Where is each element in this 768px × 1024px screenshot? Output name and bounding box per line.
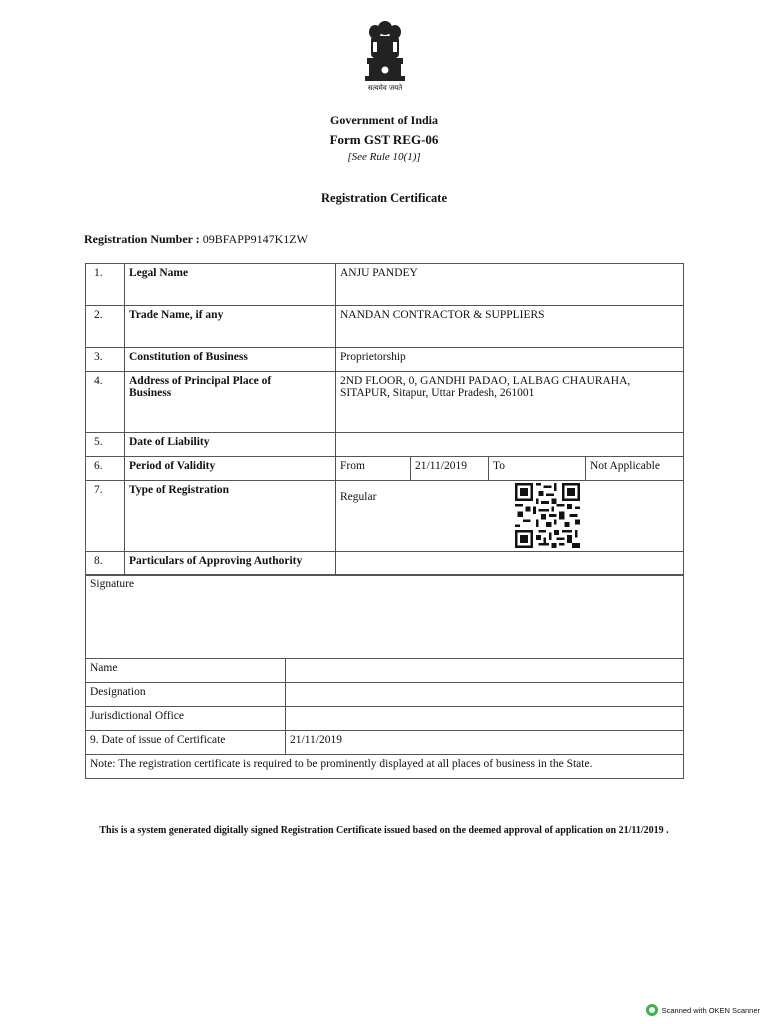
table-row xyxy=(86,755,684,779)
name-label: Name xyxy=(86,659,286,683)
table-row xyxy=(86,552,684,576)
table-row xyxy=(86,264,684,306)
address-line2: SITAPUR, Sitapur, Uttar Pradesh, 261001 xyxy=(340,387,535,399)
date-of-liability-value xyxy=(336,433,684,457)
validity-to-value: Not Applicable xyxy=(586,457,684,481)
table-row xyxy=(86,306,684,348)
system-generated-note: This is a system generated digitally signed Registration Certificate issued based on the deemed approval of application on 21/11/2019 . xyxy=(99,825,669,836)
designation-value xyxy=(286,683,684,707)
address-line1: 2ND FLOOR, 0, GANDHI PADAO, LALBAG CHAURAHA, xyxy=(340,375,631,387)
table-row xyxy=(86,731,684,755)
name-value xyxy=(286,659,684,683)
table-row xyxy=(86,457,684,481)
row-number: 7. xyxy=(86,481,125,552)
address-label-line1: Address of Principal Place of xyxy=(129,375,272,387)
table-row xyxy=(86,372,684,433)
signature-table xyxy=(85,574,684,779)
jurisdictional-office-value xyxy=(286,707,684,731)
ashoka-emblem-icon xyxy=(355,18,415,94)
certificate-title: Registration Certificate xyxy=(321,191,447,205)
designation-label: Designation xyxy=(86,683,286,707)
legal-name-value: ANJU PANDEY xyxy=(336,264,684,306)
row-label: Constitution of Business xyxy=(125,348,336,372)
row-number: 5. xyxy=(86,433,125,457)
government-title: Government of India xyxy=(330,113,438,127)
table-row xyxy=(86,575,684,659)
row-label: Type of Registration xyxy=(125,481,336,552)
table-row xyxy=(86,659,684,683)
registration-type-cell xyxy=(336,481,684,552)
emblem-motto: सत्यमेव जयते xyxy=(367,84,403,92)
validity-from-label: From xyxy=(336,457,411,481)
row-label: Period of Validity xyxy=(125,457,336,481)
table-row xyxy=(86,433,684,457)
row-number: 3. xyxy=(86,348,125,372)
validity-to-label: To xyxy=(489,457,586,481)
row-number: 1. xyxy=(86,264,125,306)
registration-number xyxy=(84,232,308,247)
display-note: Note: The registration certificate is required to be prominently displayed at all places of business in the State. xyxy=(86,755,684,779)
rule-reference: [See Rule 10(1)] xyxy=(347,151,421,163)
signature-cell: Signature xyxy=(86,575,684,659)
registration-type-value: Regular xyxy=(340,491,377,503)
table-row xyxy=(86,707,684,731)
scanner-watermark xyxy=(646,1004,760,1016)
row-label: Particulars of Approving Authority xyxy=(125,552,336,576)
registration-details-table xyxy=(85,263,684,576)
registration-number-label: Registration Number : xyxy=(84,232,200,246)
row-label: Date of Liability xyxy=(125,433,336,457)
address-label-line2: Business xyxy=(129,387,172,399)
oken-scanner-logo-icon xyxy=(646,1004,658,1016)
form-title: Form GST REG-06 xyxy=(329,132,439,147)
issue-date-value: 21/11/2019 xyxy=(286,731,684,755)
issue-date-label: 9. Date of issue of Certificate xyxy=(86,731,286,755)
table-row xyxy=(86,348,684,372)
row-label xyxy=(125,372,336,433)
table-row xyxy=(86,683,684,707)
scanner-text: Scanned with OKEN Scanner xyxy=(661,1005,760,1015)
validity-from-value: 21/11/2019 xyxy=(411,457,489,481)
trade-name-value: NANDAN CONTRACTOR & SUPPLIERS xyxy=(336,306,684,348)
jurisdictional-office-label: Jurisdictional Office xyxy=(86,707,286,731)
registration-number-value: 09BFAPP9147K1ZW xyxy=(202,232,308,246)
address-value xyxy=(336,372,684,433)
row-number: 6. xyxy=(86,457,125,481)
row-label: Legal Name xyxy=(125,264,336,306)
approving-authority-value xyxy=(336,552,684,576)
row-number: 8. xyxy=(86,552,125,576)
row-number: 4. xyxy=(86,372,125,433)
constitution-value: Proprietorship xyxy=(336,348,684,372)
row-label: Trade Name, if any xyxy=(125,306,336,348)
row-number: 2. xyxy=(86,306,125,348)
qr-code-icon[interactable] xyxy=(515,483,580,548)
table-row xyxy=(86,481,684,552)
